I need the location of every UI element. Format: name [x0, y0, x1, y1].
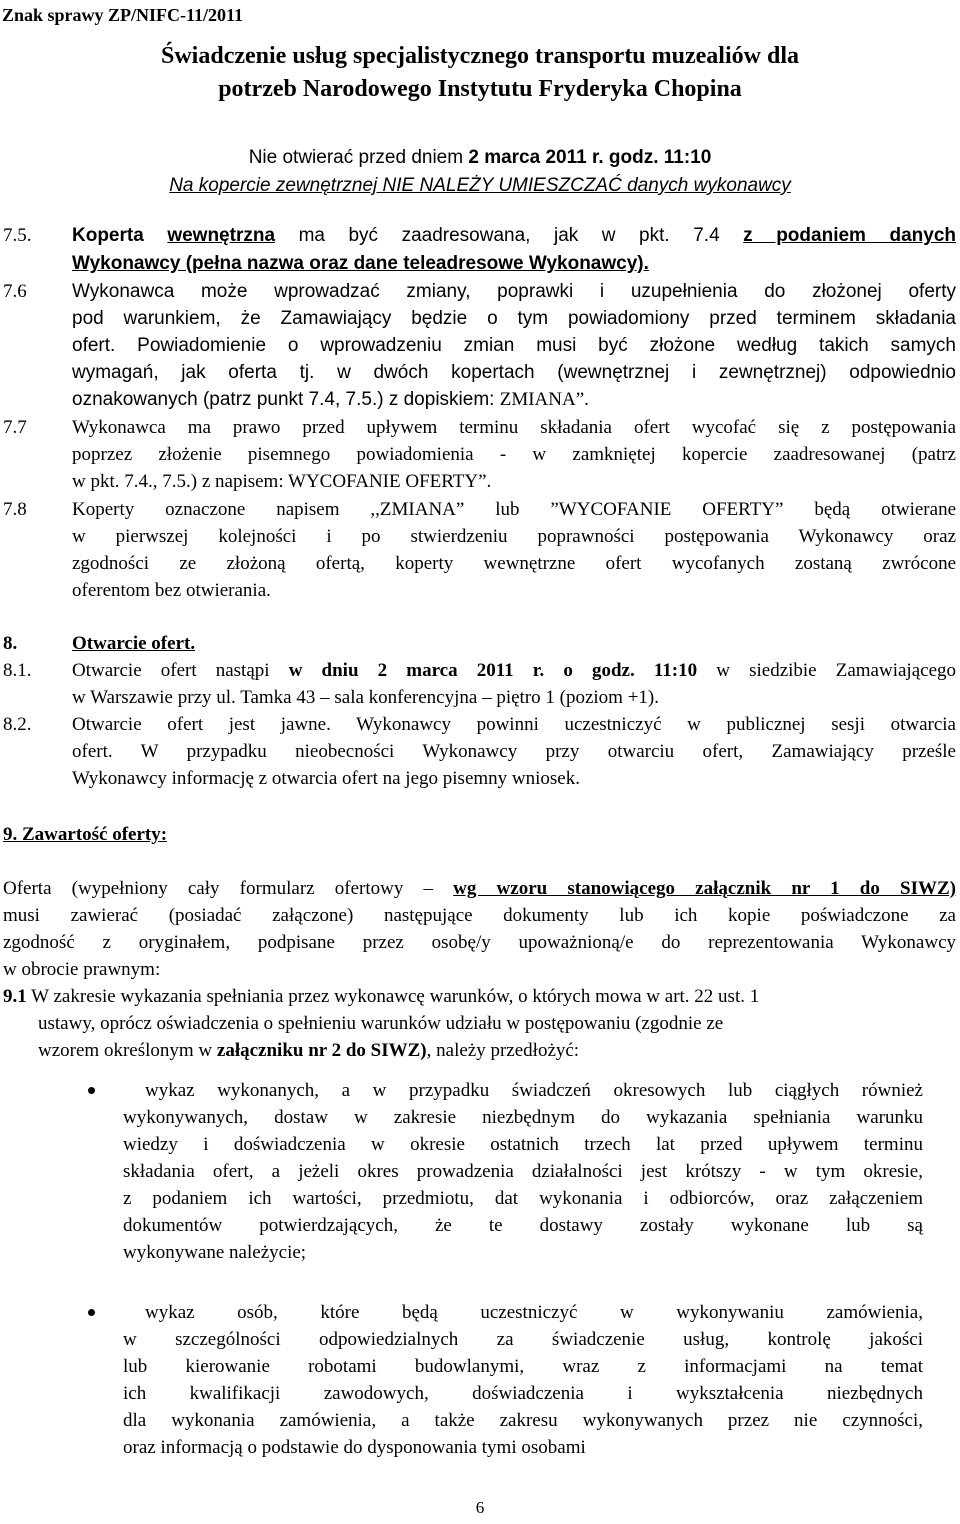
section-number-8-1: 8.1.: [3, 660, 32, 681]
section-7-7-line-3: w pkt. 7.4., 7.5.) z napisem: WYCOFANIE OFERTY”.: [72, 471, 492, 492]
section-9-line-1: Oferta (wypełniony cały formularz ofertowy – wg wzoru stanowiącego załącznik nr 1 do SIWZ): [3, 878, 956, 899]
section-8-title: Otwarcie ofert.: [72, 633, 196, 654]
section-9-line-4: w obrocie prawnym:: [3, 959, 161, 980]
section-number-8: 8.: [3, 633, 18, 654]
bullet-1-line-2: wykonywanych, dostaw w zakresie niezbędnym do wykazania spełniania warunku: [123, 1107, 923, 1128]
section-8-2-line-2: ofert. W przypadku nieobecności Wykonawcy przy otwarciu ofert, Zamawiający prześle: [72, 741, 956, 762]
bullet-1-line-4: składania ofert, a jeżeli okres prowadzenia działalności jest krótszy - w tym okresie,: [123, 1161, 923, 1182]
section-7-8-line-2: w pierwszej kolejności i po stwierdzeniu poprawności postępowania Wykonawcy oraz: [72, 526, 956, 547]
section-9-title: 9. Zawartość oferty:: [3, 824, 168, 845]
bullet-1-line-5: z podaniem ich wartości, przedmiotu, dat wykonania i odbiorców, oraz załączeniem: [123, 1188, 923, 1209]
case-reference: Znak sprawy ZP/NIFC-11/2011: [2, 5, 244, 25]
section-8-1-line-2: w Warszawie przy ul. Tamka 43 – sala konferencyjna – piętro 1 (poziom +1).: [72, 687, 659, 708]
section-9-1-line-2: ustawy, oprócz oświadczenia o spełnieniu warunków udziału w postępowaniu (zgodnie ze: [38, 1013, 724, 1034]
section-number-7-5: 7.5.: [3, 225, 32, 246]
section-7-6-line-1: Wykonawca może wprowadzać zmiany, poprawki i uzupełnienia do złożonej oferty: [72, 281, 956, 302]
section-7-6-line-5: oznakowanych (patrz punkt 7.4, 7.5.) z dopiskiem: ZMIANA”.: [72, 389, 589, 410]
bullet-1-line-3: wiedzy i doświadczenia w okresie ostatnich trzech lat przed upływem terminu: [123, 1134, 923, 1155]
bullet-2-line-6: oraz informacją o podstawie do dysponowania tymi osobami: [123, 1437, 586, 1458]
bullet-icon: [88, 1309, 95, 1316]
envelope-notice: Nie otwierać przed dniem 2 marca 2011 r. godz. 11:10: [248, 147, 712, 168]
bullet-1-line-1: wykaz wykonanych, a w przypadku świadczeń okresowych lub ciągłych również: [145, 1080, 923, 1101]
section-number-8-2: 8.2.: [3, 714, 32, 735]
document-title-line-1: Świadczenie usług specjalistycznego transportu muzealiów dla: [161, 43, 799, 69]
section-7-5-line-1: Koperta wewnętrzna ma być zaadresowana, jak w pkt. 7.4 z podaniem danych: [72, 225, 956, 246]
bullet-2-line-5: dla wykonania zamówienia, a także zakresu wykonywanych przez nie czynności,: [123, 1410, 923, 1431]
section-7-6-line-2: pod warunkiem, że Zamawiający będzie o tym powiadomiony przed terminem składania: [72, 308, 956, 329]
envelope-notice-line-2: Na kopercie zewnętrznej NIE NALEŻY UMIESZCZAĆ danych wykonawcy: [169, 175, 791, 196]
page-number: 6: [475, 1498, 485, 1517]
section-number-7-6: 7.6: [3, 281, 27, 302]
section-9-1-line-1: 9.1 W zakresie wykazania spełniania przez wykonawcę warunków, o których mowa w art. 22 ust. 1: [3, 986, 760, 1007]
section-7-7-line-2: poprzez złożenie pisemnego powiadomienia - w zamkniętej kopercie zaadresowanej (patrz: [72, 444, 956, 465]
section-number-7-8: 7.8: [3, 499, 27, 520]
section-9-1-line-3: wzorem określonym w załączniku nr 2 do SIWZ), należy przedłożyć:: [38, 1040, 580, 1061]
document-title-line-2: potrzeb Narodowego Instytutu Fryderyka Chopina: [218, 76, 742, 102]
section-7-7-line-1: Wykonawca ma prawo przed upływem terminu składania ofert wycofać się z postępowania: [72, 417, 956, 438]
section-8-2-line-3: Wykonawcy informację z otwarcia ofert na jego pisemny wniosek.: [72, 768, 580, 789]
bullet-2-line-2: w szczególności odpowiedzialnych za świadczenie usług, kontrolę jakości: [123, 1329, 923, 1350]
bullet-1-line-7: wykonywane należycie;: [123, 1242, 307, 1263]
bullet-1-line-6: dokumentów potwierdzających, że te dostawy zostały wykonane lub są: [123, 1215, 923, 1236]
section-7-6-line-3: ofert. Powiadomienie o wprowadzeniu zmian musi być złożone według takich samych: [72, 335, 956, 356]
section-8-2-line-1: Otwarcie ofert jest jawne. Wykonawcy powinni uczestniczyć w publicznej sesji otwarcia: [72, 714, 956, 735]
section-8-1-line-1: Otwarcie ofert nastąpi w dniu 2 marca 2011 r. o godz. 11:10 w siedzibie Zamawiającego: [72, 660, 956, 681]
section-number-7-7: 7.7: [3, 417, 27, 438]
section-7-5-line-2: Wykonawcy (pełna nazwa oraz dane teleadresowe Wykonawcy).: [72, 253, 649, 274]
section-7-8-line-3: zgodności ze złożoną ofertą, koperty wewnętrzne ofert wycofanych zostaną zwrócone: [72, 553, 956, 574]
section-9-line-2: musi zawierać (posiadać załączone) następujące dokumenty lub ich kopie poświadczone za: [3, 905, 956, 926]
bullet-2-line-3: lub kierowanie robotami budowlanymi, wraz z informacjami na temat: [123, 1356, 923, 1377]
bullet-icon: [88, 1087, 95, 1094]
section-7-8-line-1: Koperty oznaczone napisem ,,ZMIANA” lub ”WYCOFANIE OFERTY” będą otwierane: [72, 499, 956, 520]
bullet-2-line-1: wykaz osób, które będą uczestniczyć w wykonywaniu zamówienia,: [145, 1302, 923, 1323]
section-9-line-3: zgodność z oryginałem, podpisane przez osobę/y upoważnioną/e do reprezentowania Wykonawcy: [3, 932, 956, 953]
section-7-6-line-4: wymagań, jak oferta tj. w dwóch kopertach (wewnętrznej i zewnętrznej) odpowiednio: [72, 362, 956, 383]
section-7-8-line-4: oferentom bez otwierania.: [72, 580, 271, 601]
bullet-2-line-4: ich kwalifikacji zawodowych, doświadczenia i wykształcenia niezbędnych: [123, 1383, 923, 1404]
